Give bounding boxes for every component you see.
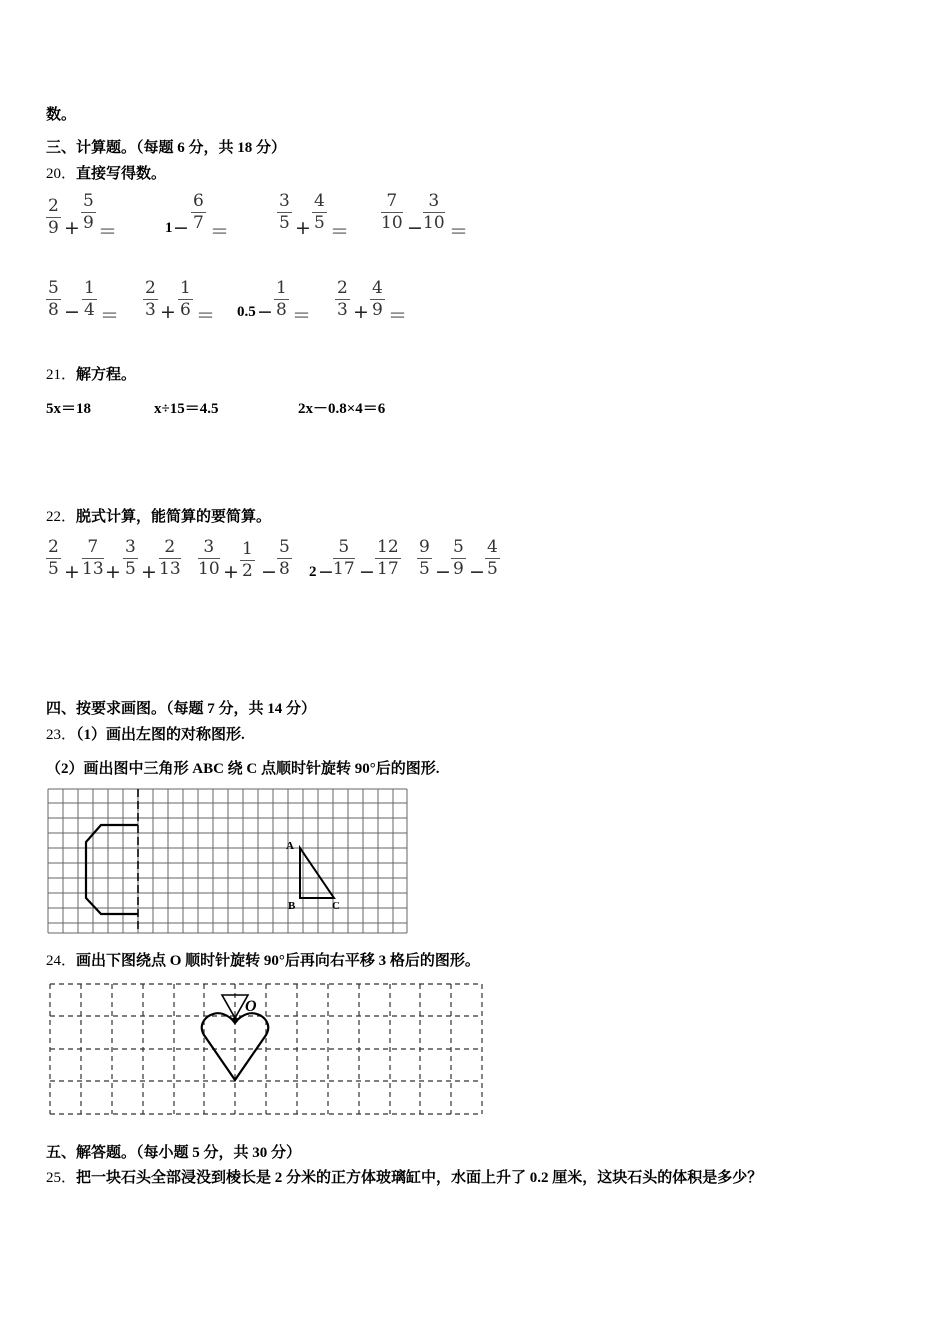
q24-prompt: 画出下图绕点 O 顺时针旋转 90°后再向右平移 3 格后的图形。	[76, 953, 480, 969]
fraction: $\frac{4}{5}$	[487, 537, 498, 579]
point-o	[232, 1017, 238, 1023]
fraction: $\frac{3}{10}$	[423, 191, 445, 233]
fraction: $\frac{2}{3}$	[337, 278, 348, 320]
equals-sign: ＝	[196, 305, 216, 327]
plus-sign: +	[295, 217, 311, 239]
q23-number: 23．	[46, 727, 77, 743]
fraction: $\frac{1}{6}$	[180, 278, 191, 320]
whole-number: 1	[165, 220, 173, 236]
minus-sign: −	[318, 561, 334, 583]
equation-3: 2x－0.8×4＝6	[298, 401, 386, 417]
fraction: $\frac{7}{10}$	[381, 191, 403, 233]
fraction: $\frac{1}{8}$	[276, 278, 287, 320]
minus-sign: −	[64, 301, 80, 323]
q21-number: 21．	[46, 367, 77, 383]
section3-title: 三、计算题。（每题 6 分，共 18 分）	[46, 140, 287, 156]
fraction: $\frac{2}{13}$	[159, 537, 181, 579]
q20-number: 20．	[46, 166, 77, 182]
fraction: $\frac{4}{9}$	[372, 278, 383, 320]
top-fragment: 数。	[46, 107, 77, 123]
equation-2: x÷15＝4.5	[154, 401, 219, 417]
q21-prompt: 解方程。	[76, 367, 137, 383]
fraction: $\frac{2}{5}$	[48, 537, 59, 579]
equals-sign: ＝	[98, 221, 118, 243]
plus-sign: +	[64, 561, 80, 583]
q24-grid-figure	[46, 980, 486, 1118]
plus-sign: +	[141, 561, 157, 583]
q24-heading	[46, 949, 480, 970]
minus-sign: −	[469, 561, 485, 583]
section5-title: 五、解答题。（每小题 5 分，共 30 分）	[46, 1145, 302, 1161]
fraction: $\frac{5}{8}$	[279, 537, 290, 579]
q20-prompt: 直接写得数。	[76, 166, 167, 182]
fraction: $\frac{1}{2}$	[242, 539, 253, 581]
equals-sign: ＝	[330, 221, 350, 243]
label-o: O	[245, 998, 257, 1015]
fraction: $\frac{3}{5}$	[125, 537, 136, 579]
fraction: $\frac{5}{8}$	[48, 278, 59, 320]
fraction: $\frac{5}{9}$	[83, 191, 94, 233]
label-b: B	[288, 900, 296, 912]
q25-heading	[46, 1166, 762, 1187]
q21-heading	[46, 363, 136, 384]
q23-part2: （2）画出图中三角形 ABC 绕 C 点顺时针旋转 90°后的图形.	[46, 761, 440, 777]
triangle-abc	[300, 848, 334, 898]
fraction: $\frac{3}{10}$	[198, 537, 220, 579]
plus-sign: +	[64, 217, 80, 239]
plus-sign: +	[353, 301, 369, 323]
fraction: $\frac{6}{7}$	[193, 191, 204, 233]
plus-sign: +	[160, 301, 176, 323]
equals-sign: ＝	[388, 305, 408, 327]
equation-1: 5x＝18	[46, 401, 92, 417]
fraction: $\frac{1}{4}$	[84, 278, 95, 320]
fraction: $\frac{2}{3}$	[145, 278, 156, 320]
label-a: A	[286, 840, 294, 852]
equals-sign: ＝	[449, 221, 469, 243]
minus-sign: −	[261, 561, 277, 583]
equals-sign: ＝	[100, 305, 120, 327]
equals-sign: ＝	[210, 221, 230, 243]
fraction: $\frac{3}{5}$	[279, 191, 290, 233]
q25-prompt: 把一块石头全部浸没到棱长是 2 分米的正方体玻璃缸中，水面上升了 0.2 厘米，这块石头的体积是多少？	[76, 1170, 763, 1186]
fraction: $\frac{4}{5}$	[314, 191, 325, 233]
fraction: $\frac{2}{9}$	[48, 196, 59, 238]
section4-title: 四、按要求画图。（每题 7 分，共 14 分）	[46, 701, 317, 717]
q25-number: 25．	[46, 1170, 77, 1186]
half-shape	[86, 825, 138, 914]
q23-part1: （1）画出左图的对称图形.	[76, 727, 245, 743]
fraction: $\frac{7}{13}$	[82, 537, 104, 579]
fraction: $\frac{12}{17}$	[377, 537, 399, 579]
q23-grid-figure	[46, 787, 410, 935]
q23-heading	[46, 723, 245, 744]
minus-sign: −	[257, 301, 273, 323]
plus-sign: +	[223, 561, 239, 583]
fraction: $\frac{5}{9}$	[453, 537, 464, 579]
fraction: $\frac{5}{17}$	[333, 537, 355, 579]
dashed-grid	[50, 984, 482, 1114]
q22-number: 22．	[46, 509, 77, 525]
label-c: C	[332, 900, 340, 912]
q20-heading	[46, 162, 166, 183]
grid-lines	[48, 789, 407, 933]
equals-sign: ＝	[292, 305, 312, 327]
q22-heading	[46, 505, 271, 526]
minus-sign: −	[435, 561, 451, 583]
q24-number: 24．	[46, 953, 77, 969]
whole-number: 2	[309, 564, 317, 580]
minus-sign: −	[173, 217, 189, 239]
fraction: $\frac{9}{5}$	[419, 537, 430, 579]
q22-prompt: 脱式计算，能简算的要简算。	[76, 509, 272, 525]
minus-sign: −	[359, 561, 375, 583]
whole-number: 0.5	[237, 304, 256, 320]
minus-sign: −	[407, 217, 423, 239]
plus-sign: +	[105, 561, 121, 583]
